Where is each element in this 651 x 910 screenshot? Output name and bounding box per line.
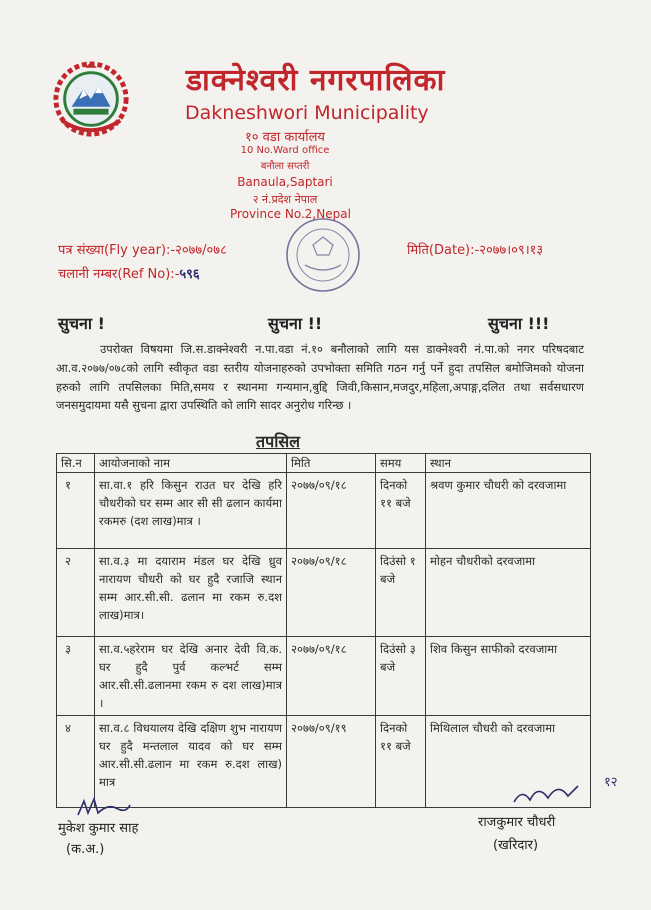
- row-date: २०७७/०९/१८: [287, 549, 376, 637]
- municipality-title-english: Dakneshwori Municipality: [185, 102, 429, 124]
- row-place: श्रवण कुमार चौधरी को दरवजामा: [426, 473, 591, 549]
- header-time: समय: [376, 454, 426, 473]
- fiscal-year-value: २०७७/०७८: [175, 243, 227, 258]
- ward-office-english: 10 No.Ward office: [240, 145, 330, 156]
- notice-body: उपरोक्त विषयमा जि.स.डाक्नेश्वरी न.पा.वडा नं.१० बनौलाको लागि यस डाक्नेश्वरी नं.पा.को नगर परिषदबाट आ.व.२०७७/०७८को लागि स्वीकृत वडा स्तरीय योजनाहरुको उपभोक्ता समिति गठन गर्नु पर्ने हुदा तपसिल बमोजिमको योजना हरुको लागि तपसिलका मिति,समय र स्थानमा गन्यमान,बुद्दि जिवी,किसान,मजदुर,महिला,अपाङ्ग,दलित तथा सर्वसधारण जनसमुदायमा यसै सुचना द्वारा उपस्थिति को लागि सादर अनुरोध गरिन्छ ।: [56, 342, 584, 413]
- row-time: दिनको ११ बजे: [376, 716, 426, 808]
- row-project-name: सा.व.५हरेराम घर देखि अनार देवी वि.क. घर हुदै पुर्व कल्भर्ट सम्म आर.सी.सी.ढलानमा रकम रु दश लाख)मात्र ।: [95, 637, 287, 716]
- table-row: [57, 473, 591, 549]
- date-line: [407, 240, 543, 258]
- date-label: मिति(Date):-: [407, 243, 480, 258]
- nepal-emblem-icon: [52, 60, 130, 138]
- row-time: दिउंसो १ बजे: [376, 549, 426, 637]
- row-serial: २: [57, 549, 95, 637]
- right-signature-icon: [508, 778, 604, 810]
- fiscal-year-line: [58, 240, 227, 258]
- right-handwritten-number: १२: [604, 775, 618, 790]
- municipality-title-nepali: डाक्नेश्वरी नगरपालिका: [186, 63, 446, 98]
- header-serial: सि.न: [57, 454, 95, 473]
- row-serial: १: [57, 473, 95, 549]
- date-value: २०७७।०९।१३: [479, 243, 544, 258]
- row-date: २०७७/०९/१८: [287, 473, 376, 549]
- row-project-name: सा.वा.१ हरि किसुन राउत घर देखि हरि चौधरीको घर सम्म आर सी सी ढलान कार्यमा रकमरु (दश लाख)मात्र ।: [95, 473, 287, 549]
- header-place: स्थान: [426, 454, 591, 473]
- notice-heading-left: सुचना !: [58, 314, 105, 333]
- notice-heading-right: सुचना !!!: [488, 314, 550, 333]
- schedule-table: [56, 453, 591, 808]
- row-date: २०७७/०९/१९: [287, 716, 376, 808]
- notice-heading-center: सुचना !!: [268, 314, 323, 333]
- ward-office-nepali: १० वडा कार्यालय: [245, 130, 325, 145]
- left-signatory-name: मुकेश कुमार साह: [58, 821, 139, 836]
- schedule-title: तपसिल: [256, 432, 301, 451]
- table-row: [57, 637, 591, 716]
- row-place: शिव किसुन साफीको दरवजामा: [426, 637, 591, 716]
- right-signatory-role: (खरिदार): [493, 838, 539, 853]
- left-signatory-role: (क.अ.): [66, 842, 105, 857]
- row-time: दिनको ११ बजे: [376, 473, 426, 549]
- reference-number-line: [58, 264, 200, 282]
- row-time: दिउंसो ३ बजे: [376, 637, 426, 716]
- table-header-row: [57, 454, 591, 473]
- header-date: मिति: [287, 454, 376, 473]
- table-row: [57, 549, 591, 637]
- row-place: मिथिलाल चौधरी को दरवजामा: [426, 716, 591, 808]
- right-signatory-name: राजकुमार चौधरी: [478, 815, 556, 830]
- province-nepali: २ नं.प्रदेश नेपाल: [252, 193, 318, 206]
- fiscal-year-label: पत्र संख्या(Fly year):-: [58, 243, 176, 258]
- location-english: Banaula,Saptari: [237, 175, 333, 189]
- location-nepali: बनौला सप्तरी: [260, 161, 310, 172]
- row-project-name: सा.व.८ विधयालय देखि दक्षिण शुभ नारायण घर हुदै मन्तलाल यादव को घर सम्म आर.सी.सी.ढलान मा रकम रु.दश लाख) मात्र: [95, 716, 287, 808]
- reference-number-label: चलानी नम्बर(Ref No):-: [58, 267, 180, 282]
- row-serial: ४: [57, 716, 95, 808]
- province-english: Province No.2,Nepal: [230, 207, 351, 221]
- row-serial: ३: [57, 637, 95, 716]
- header-project-name: आयोजनाको नाम: [95, 454, 287, 473]
- row-project-name: सा.व.३ मा दयाराम मंडल घर देखि ध्रुव नारायण चौधरी को घर हुदै रजाजि स्थान सम्म आर.सी.सी. ढलान मा रकम रु.दश लाख)मात्र।: [95, 549, 287, 637]
- reference-number-value: ५९६: [179, 267, 200, 282]
- row-place: मोहन चौधरीको दरवजामा: [426, 549, 591, 637]
- row-date: २०७७/०९/१८: [287, 637, 376, 716]
- office-stamp-icon: [283, 215, 363, 295]
